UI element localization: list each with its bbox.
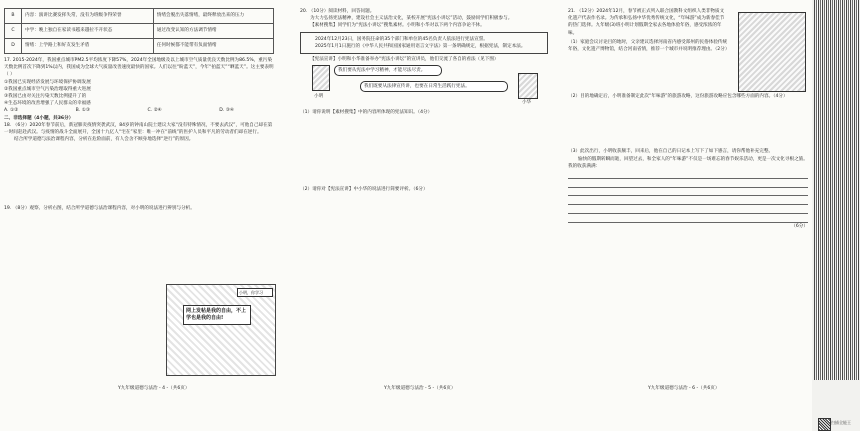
table-row — [5, 9, 274, 24]
answer-line — [568, 196, 808, 205]
row-key: C — [5, 24, 22, 39]
answer-line — [568, 214, 808, 223]
material-box — [300, 32, 548, 54]
row-key: D — [5, 39, 22, 54]
page-5 — [300, 8, 548, 194]
dialogue-illustration — [300, 63, 548, 105]
page-footer: Y九年级道德与法治 - 4 -（共6页） — [118, 386, 190, 391]
table-row — [5, 24, 274, 39]
scanner-watermark: 扫描全能王 — [831, 420, 851, 425]
name-label: 小明 — [314, 94, 324, 100]
q17-option: ②我国重点城市空气污染治理取得重大进展 — [4, 86, 91, 92]
q20-sub2: （2）请你对【宪法宣讲】中小华的说法进行简要评析。（6分） — [300, 187, 428, 193]
row-left: 内容：演讲比赛发挥失常，没有为班级争得荣誉 — [22, 9, 154, 24]
speech-bubble: 小明，你学习 — [237, 288, 273, 297]
row-right: 情绪会脱出失落情绪，最终释放出来的压力 — [153, 9, 273, 24]
q17-choices: A. ①② B. ①③ C. ②④ D. ③④ — [4, 108, 234, 114]
options-table — [4, 8, 274, 54]
question-17: 17. 2015-2024年，我国重点城市PM2.5平均浓度下降57%，2024年全国地级及以上城市空气质量优良天数比例为86.5%，重污染天数比例首次下降到1%以内，我国成为全球大气质量改善速度最快的国家。人们以往“盼蓝天”，今年“拍蓝天”“晒蓝天”。这主要表明（ ） — [4, 58, 274, 78]
question-18: 18. （6分）2020年春节前后，新冠肺炎疫情突袭武汉，84岁的钟南山院士建议大家“没有特殊情况，不要去武汉”，可他自己却在第一时间赶赴武汉。与疫情的战斗全面展开，全国十九亿人“宅在”家里：唯一冲在“前线”的医护人员和平凡的劳动者们却在逆行。 — [4, 122, 273, 136]
q21-sub1: （1）家庭会议讨论目的地时，父亲建议选择河南省内感受郑州的民俗体验传统年俗，文化遗产博物馆，结合河南省情，推荐一个城市并说明推荐理由。（2分） — [568, 39, 730, 53]
q17-option: ④生态环境的改善增强了人民群众的幸福感 — [4, 101, 91, 107]
cartoon-sign: 网上发帖是我的自由，不上学也是我的自由! — [183, 305, 251, 325]
row-left: 情绪：上学路上和好友发生矛盾 — [22, 39, 154, 54]
q21-sub3: （3）此次出行，小明收获颇丰，回来后，他在自己的日记本上写下了如下感言，请你帮他补充完整。 — [568, 149, 774, 155]
page-footer: Y九年级道德与法治 - 6 -（共6页） — [648, 386, 720, 391]
answer-line — [568, 170, 808, 179]
q21-diary: 愉快的假期转瞬而逝，回望过去，和全家人的“年味游”不仅是一场难忘的春节娱乐活动，更是一次文化寻根之旅。我的收获满满： — [568, 156, 808, 169]
answer-lines — [568, 170, 808, 223]
qr-code-icon — [818, 418, 831, 431]
answer-line — [568, 205, 808, 214]
table-row — [5, 39, 274, 54]
q21-sub2: （2）目的地确定后，小明准备制定此次“年味游”的旅游攻略，这份旅游攻略应包含哪些方面的内容。（4分） — [568, 94, 788, 100]
newyear-illustration — [738, 12, 806, 92]
scan-edge-pattern — [814, 0, 860, 380]
page-4 — [4, 8, 276, 213]
speech-bubble-1: 我们要从宪法中学习精神，才能尽法尽责。 — [334, 65, 442, 76]
cartoon-image — [166, 284, 276, 376]
question-19: 19. （8分）观察、分析右图，结合所学道德与法治课程内容，对小明的说法进行辨别与分析。 — [4, 206, 195, 212]
box-text: 2024年12月23日，国务院任命的35个部门和单位的45名负责人依法进行宪法宣誓。 — [315, 36, 488, 42]
section-heading: 二、非选择题（4小题，共36分） — [4, 115, 74, 121]
row-key: B — [5, 9, 22, 24]
q20-intro: 为大力弘扬宪法精神，建设社会主义法治文化，某校开展“宪法小讲坛”活动，鼓励同学们积极参与。 — [310, 16, 513, 22]
question-21: 21. （12分）2024年12月，春节被正式列入联合国教科文组织人类非物质文化遗产代表作名录。为传承和弘扬中华优秀传统文化，“年味游”成为新春佳节的热门选择。九年级(3)班小明计划假期全家去各地体验年俗，感受浓浓的年味。 — [568, 9, 725, 36]
box-text: 2025年1月1日施行的《中华人民共和国国家通用语言文字法》第一条明确规定，根据宪法，制定本法。 — [315, 43, 526, 49]
name-label: 小华 — [522, 100, 532, 106]
q20-material-2: 【宪法宣讲】小明和小华准备举办“宪法小讲坛”的宣讲员，他们交流了各自的看法（见下图） — [310, 57, 499, 63]
q20-sub1: （1）请你说明【素材搜集】中的内容所体现的宪法知识。（4分） — [300, 110, 433, 116]
answer-line — [568, 179, 808, 188]
speech-bubble-2: 我们既要从法律宣传讲，也要在日常生活践行宪法。 — [360, 81, 508, 92]
page-footer: Y九年级道德与法治 - 5 -（共6页） — [384, 386, 456, 391]
girl-figure — [518, 73, 538, 99]
question-18-prompt: 结合所学道德与法治课程内容，分析在危险面前，有人会舍不顾身地选择“逆行”的原因。 — [14, 137, 194, 143]
boy-figure — [312, 65, 330, 91]
row-left: 中学：晚上独自在家读书越来越拉不开状态 — [22, 24, 154, 39]
row-right: 任何时候都不能带有负面情绪 — [153, 39, 273, 54]
score-label: （6分） — [791, 223, 808, 229]
q20-material-1: 【素材搜集】同学们为“宪法小讲坛”搜集素材。小明和小华对以下两个内容争论不休。 — [310, 23, 485, 29]
q17-option: ③我国已由对关注污染天数比例提升了的 — [4, 94, 87, 100]
question-20: 20. （10分）阅读材料，回答问题。 — [300, 9, 375, 14]
row-right: 通过改变认知的方法调节情绪 — [153, 24, 273, 39]
answer-line — [568, 188, 808, 197]
q17-option: ①我国已实现经济发展与环境保护协调发展 — [4, 79, 91, 85]
